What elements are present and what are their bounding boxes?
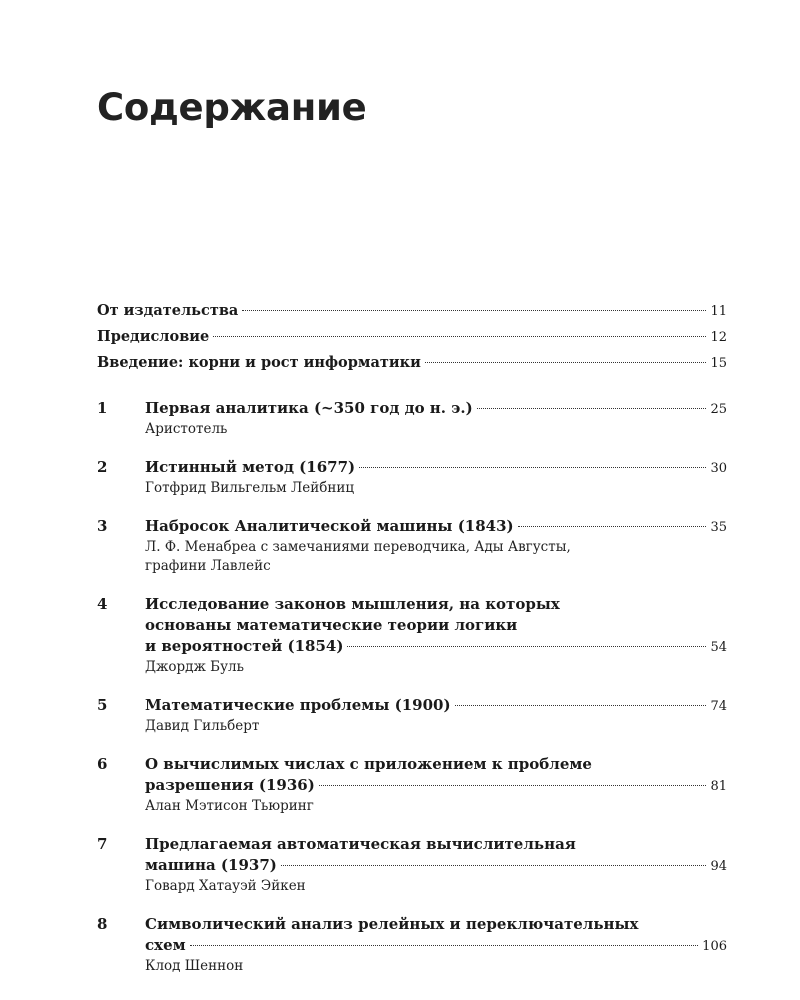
front-matter-list	[97, 298, 727, 376]
chapter-entry[interactable]	[97, 457, 727, 498]
chapter-number: 5	[97, 696, 108, 714]
chapter-entry[interactable]	[97, 914, 727, 976]
leader-dots	[477, 408, 707, 409]
chapter-number: 6	[97, 755, 108, 773]
table-of-contents	[97, 298, 727, 994]
chapter-title-row	[145, 636, 727, 658]
chapter-title-line: О вычислимых числах с приложением к проблеме	[145, 755, 592, 773]
leader-dots	[213, 336, 706, 337]
chapter-author: Л. Ф. Менабреа с замечаниями переводчика, Ады Августы,	[145, 539, 571, 555]
page-number: 12	[710, 330, 727, 345]
chapter-body	[145, 516, 727, 576]
chapter-title: Математические проблемы (1900)	[145, 696, 451, 714]
leader-dots	[455, 705, 707, 706]
leader-dots	[347, 646, 706, 647]
chapter-title-row	[145, 855, 727, 877]
chapter-number: 7	[97, 835, 108, 853]
chapter-number: 4	[97, 595, 108, 613]
page-number: 106	[702, 939, 727, 954]
chapter-number: 1	[97, 399, 108, 417]
chapter-title: Набросок Аналитической машины (1843)	[145, 517, 514, 535]
leader-dots	[518, 526, 707, 527]
toc-entry-title: От издательства	[97, 302, 239, 319]
leader-dots	[425, 362, 707, 363]
chapter-number: 2	[97, 458, 108, 476]
toc-entry[interactable]	[97, 324, 727, 350]
toc-entry-title: Введение: корни и рост информатики	[97, 354, 421, 371]
leader-dots	[319, 785, 707, 786]
leader-dots	[242, 310, 706, 311]
chapter-body	[145, 398, 727, 439]
chapter-author: Алан Мэтисон Тьюринг	[145, 798, 314, 814]
chapter-title: и вероятностей (1854)	[145, 637, 344, 655]
chapter-list	[97, 398, 727, 976]
leader-dots	[190, 945, 699, 946]
chapter-title-row	[145, 516, 727, 538]
chapter-body	[145, 594, 727, 677]
page-number: 25	[710, 402, 727, 417]
chapter-entry[interactable]	[97, 594, 727, 677]
toc-entry[interactable]	[97, 298, 727, 324]
leader-dots	[359, 467, 706, 468]
page-number: 30	[710, 461, 727, 476]
chapter-title-row	[145, 935, 727, 957]
leader-dots	[281, 865, 707, 866]
chapter-author: Клод Шеннон	[145, 958, 244, 974]
chapter-entry[interactable]	[97, 398, 727, 439]
chapter-entry[interactable]	[97, 516, 727, 576]
chapter-title-line: Предлагаемая автоматическая вычислительная	[145, 835, 576, 853]
page-number: 74	[710, 699, 727, 714]
page-number: 11	[710, 304, 727, 319]
chapter-body	[145, 914, 727, 976]
chapter-title: схем	[145, 936, 186, 954]
chapter-body	[145, 457, 727, 498]
chapter-title: машина (1937)	[145, 856, 277, 874]
toc-entry-title: Предисловие	[97, 328, 210, 345]
chapter-entry[interactable]	[97, 695, 727, 736]
toc-entry[interactable]	[97, 350, 727, 376]
chapter-entry[interactable]	[97, 754, 727, 816]
chapter-title-row	[145, 775, 727, 797]
page-number: 35	[710, 520, 727, 535]
page-number: 15	[710, 356, 727, 371]
chapter-author: Аристотель	[145, 421, 228, 437]
chapter-entry[interactable]	[97, 834, 727, 896]
chapter-title-row	[145, 398, 727, 420]
chapter-title-line: Исследование законов мышления, на которых	[145, 595, 560, 613]
chapter-title-row	[145, 695, 727, 717]
chapter-body	[145, 695, 727, 736]
chapter-body	[145, 754, 727, 816]
page-number: 81	[710, 779, 727, 794]
chapter-number: 8	[97, 915, 108, 933]
chapter-title-line: Символический анализ релейных и переключательных	[145, 915, 639, 933]
chapter-title: Истинный метод (1677)	[145, 458, 356, 476]
chapter-title-row	[145, 457, 727, 479]
chapter-title: разрешения (1936)	[145, 776, 315, 794]
chapter-body	[145, 834, 727, 896]
chapter-author: Готфрид Вильгельм Лейбниц	[145, 480, 355, 496]
page-number: 94	[710, 859, 727, 874]
chapter-author: Джордж Буль	[145, 659, 244, 675]
page-title: Содержание	[97, 86, 367, 129]
chapter-title: Первая аналитика (~350 год до н. э.)	[145, 399, 473, 417]
chapter-author: графини Лавлейс	[145, 558, 271, 574]
chapter-title-line: основаны математические теории логики	[145, 616, 518, 634]
chapter-author: Давид Гильберт	[145, 718, 260, 734]
page-number: 54	[710, 640, 727, 655]
chapter-number: 3	[97, 517, 108, 535]
chapter-author: Говард Хатауэй Эйкен	[145, 878, 306, 894]
